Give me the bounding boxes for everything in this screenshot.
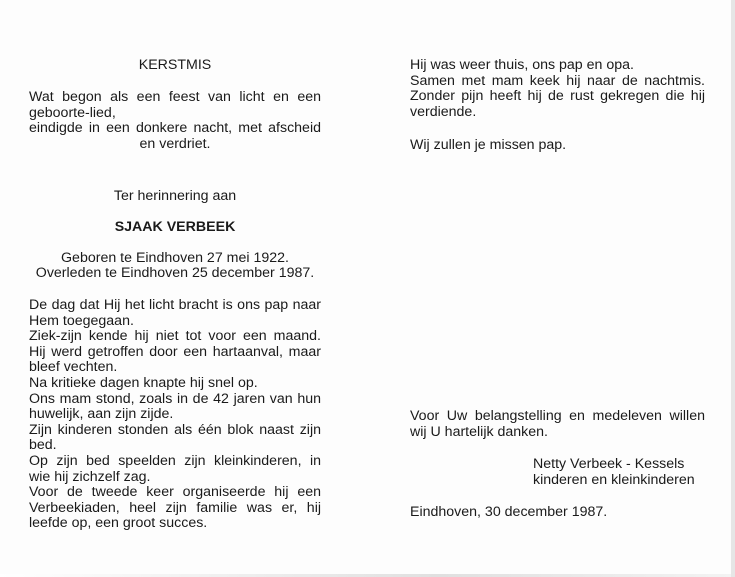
poem xyxy=(29,90,321,152)
poem-title: KERSTMIS xyxy=(138,57,212,73)
story-line: huwelijk, aan zijn zijde. xyxy=(29,406,174,423)
life-story xyxy=(29,298,321,532)
thanks-line: Voor Uw belangstelling en medeleven willen xyxy=(410,408,705,424)
story-line: De dag dat Hij het licht bracht is ons pap naar xyxy=(29,297,321,313)
homecoming-text xyxy=(410,58,705,120)
story-line: bleef vechten. xyxy=(29,359,118,376)
intro-line: Samen met mam keek hij naar de nachtmis. xyxy=(410,72,705,89)
poem-line: en verdriet. xyxy=(139,135,211,152)
thanks-text xyxy=(410,409,705,440)
story-line: Hij werd getroffen door een hartaanval, maar xyxy=(29,343,321,360)
story-line: Verbeekiaden, heel zijn familie was er, hij xyxy=(29,499,321,516)
place-date: Eindhoven, 30 december 1987. xyxy=(410,504,608,520)
birth-line: Geboren te Eindhoven 27 mei 1922. xyxy=(61,250,289,266)
poem-line: eindigde in een donkere nacht, met afscheid xyxy=(29,120,321,137)
story-line: wie hij zichzelf zag. xyxy=(29,468,151,485)
intro-line: verdiende. xyxy=(410,103,477,120)
story-line: Na kritieke dagen knapte hij snel op. xyxy=(29,374,258,391)
intro-line: Hij was weer thuis, ons pap en opa. xyxy=(410,57,634,73)
death-line: Overleden te Eindhoven 25 december 1987. xyxy=(35,265,315,281)
signature-line: kinderen en kleinkinderen xyxy=(533,471,695,488)
story-line: leefde op, een groot succes. xyxy=(29,515,208,532)
signature-line: Netty Verbeek - Kessels xyxy=(533,456,685,472)
signature xyxy=(533,457,708,488)
story-line: Zijn kinderen stonden als één blok naast zijn xyxy=(29,421,321,438)
story-line: Hem toegegaan. xyxy=(29,312,134,329)
story-line: Op zijn bed speelden zijn kleinkinderen, in xyxy=(29,452,321,469)
story-line: Ons mam stond, zoals in de 42 jaren van hun xyxy=(29,390,321,407)
poem-line: Wat begon als een feest van licht en een xyxy=(29,89,321,105)
intro-line: Zonder pijn heeft hij de rust gekregen die hij xyxy=(410,88,705,105)
story-line: Voor de tweede keer organiseerde hij een xyxy=(29,484,321,501)
story-line: bed. xyxy=(29,437,57,454)
deceased-name: SJAAK VERBEEK xyxy=(114,219,236,235)
miss-text: Wij zullen je missen pap. xyxy=(410,137,567,153)
poem-line: geboorte-lied, xyxy=(29,104,116,121)
thanks-line: wij U hartelijk danken. xyxy=(410,423,548,440)
story-line: Ziek-zijn kende hij niet tot voor een maand. xyxy=(29,328,321,345)
remembrance-text: Ter herinnering aan xyxy=(113,188,237,204)
